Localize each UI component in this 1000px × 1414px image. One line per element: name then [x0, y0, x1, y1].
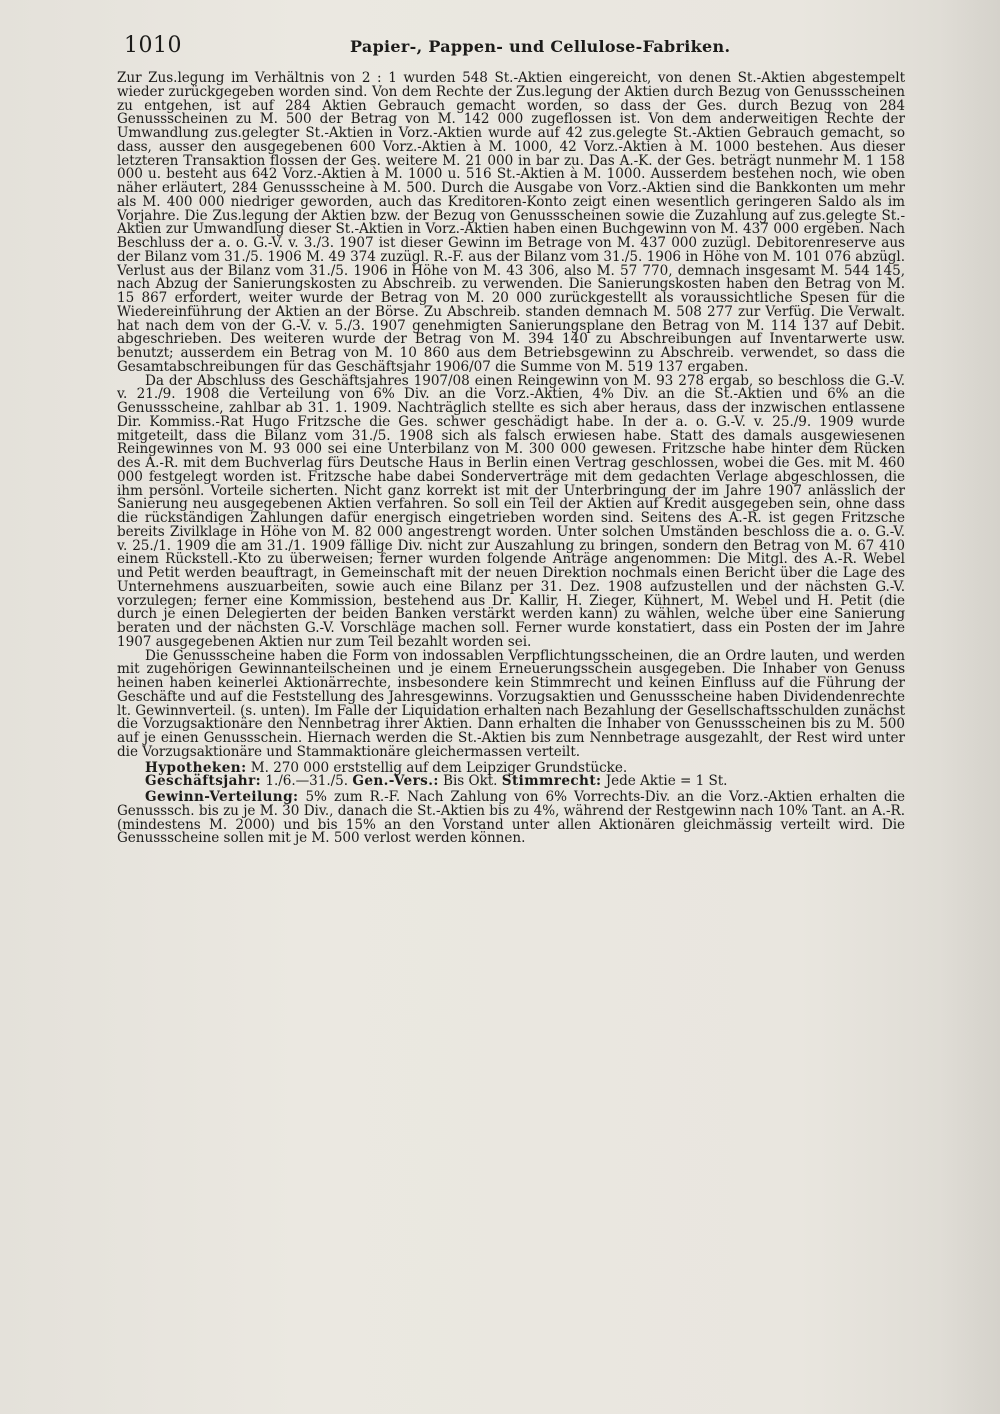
entry-value: Bis Okt. — [443, 773, 498, 790]
entry-geschaeftsjahr — [117, 775, 905, 789]
entry-label: Stimmrecht: — [501, 773, 602, 790]
body-text — [117, 72, 905, 846]
paragraph-capital-restructuring: Zur Zus.legung im Verhältnis von 2 : 1 wurden 548 St.-Aktien eingereicht, von denen St.-Aktien abgestempelt wieder zurückgegeben worden sind. Von dem Rechte der Zus.legung der Aktien durch Bezug von Genussscheinen zu entgehen, ist auf 284 Aktien Gebrauch gemacht worden, so dass der Ges. durch Bezug von 284 Genussscheinen zu M. 500 der Betrag von M. 142 000 zugeflossen ist. Von dem anderweitigen Rechte der Umwandlung zus.gelegter St.-Aktien in Vorz.-Aktien wurde auf 42 zus.gelegte St.-Aktien Gebrauch gemacht, so dass, ausser den ausgegebenen 600 Vorz.-Aktien à M. 1000, 42 Vorz.-Aktien à M. 1000 bestehen. Aus dieser letzteren Transaktion flossen der Ges. weitere M. 21 000 in bar zu. Das A.-K. der Ges. beträgt nunmehr M. 1 158 000 u. besteht aus 642 Vorz.-Aktien à M. 1000 u. 516 St.-Aktien à M. 1000. Ausserdem bestehen noch, wie oben näher erläutert, 284 Genussscheine à M. 500. Durch die Ausgabe von Vorz.-Aktien sind die Bankkonten um mehr als M. 400 000 niedriger geworden, auch das Kreditoren-Konto zeigt einen wesentlich geringeren Saldo als im Vorjahre. Die Zus.legung der Aktien bzw. der Bezug von Genussscheinen sowie die Zuzahlung auf zus.gelegte St.-Aktien zur Umwandlung dieser St.-Aktien in Vorz.-Aktien haben einen Buchgewinn von M. 437 000 ergeben. Nach Beschluss der a. o. G.-V. v. 3./3. 1907 ist dieser Gewinn im Betrage von M. 437 000 zuzügl. Debitorenreserve aus der Bilanz vom 31./5. 1906 M. 49 374 zuzügl. R.-F. aus der Bilanz vom 31./5. 1906 in Höhe von M. 101 076 abzügl. Verlust aus der Bilanz vom 31./5. 1906 in Höhe von M. 43 306, also M. 57 770, demnach insgesamt M. 544 145, nach Abzug der Sanierungskosten zu Abschreib. zu verwenden. Die Sanierungskosten haben den Betrag von M. 15 867 erfordert, weiter wurde der Betrag von M. 20 000 zurückgestellt als voraussichtliche Spesen für die Wiedereinführung der Aktien an der Börse. Zu Abschreib. standen demnach M. 508 277 zur Verfüg. Die Verwalt. hat nach dem von der G.-V. v. 5./3. 1907 genehmigten Sanierungsplane den Betrag von M. 114 137 auf Debit. abgeschrieben. Des weiteren wurde der Betrag von M. 394 140 zu Abschreibungen auf Inventarwerte usw. benutzt; ausserdem ein Betrag von M. 10 860 aus dem Betriebsgewinn zu Abschreib. verwendet, so dass die Gesamtabschreibungen für das Geschäftsjahr 1906/07 die Summe von M. 519 137 ergaben. — [117, 70, 905, 375]
entry-value: M. 270 000 erststellig auf dem Leipziger Grundstücke. — [250, 759, 628, 776]
page-edge-shadow — [940, 0, 1000, 1414]
paragraph-genussscheine: Die Genussscheine haben die Form von indossablen Verpflichtungsscheinen, die an Ordre lauten, und werden mit zugehörigen Gewinnanteilscheinen und je einem Erneuerungsschein ausgegeben. Die Inhaber von Genuss heinen haben keinerlei Aktionärrechte, insbesondere kein Stimmrecht und keinen Einfluss auf die Führung der Geschäfte und auf die Feststellung des Jahresgewinns. Vorzugsaktien und Genussscheine haben Dividendenrechte lt. Gewinnverteil. (s. unten). Im Falle der Liquidation erhalten nach Bezahlung der Gesellschaftsschulden zunächst die Vorzugsaktionäre den Nennbetrag ihrer Aktien. Dann erhalten die Inhaber von Genussscheinen bis zu M. 500 auf je einen Genussschein. Hiernach werden die St.-Aktien bis zum Nennbetrage ausgezahlt, der Rest wird unter die Vorzugsaktionäre und Stammaktionäre gleichermassen verteilt. — [117, 647, 905, 760]
entry-label: Gen.-Vers.: — [352, 773, 439, 790]
entry-gewinn-verteilung — [117, 791, 905, 846]
paragraph-balance-dispute: Da der Abschluss des Geschäftsjahres 1907/08 einen Reingewinn von M. 93 278 ergab, so beschloss die G.-V. v. 21./9. 1908 die Verteilung von 6% Div. an die Vorz.-Aktien, 4% Div. an die St.-Aktien und 6% an die Genussscheine, zahlbar ab 31. 1. 1909. Nachträglich stellte es sich aber heraus, dass der inzwischen entlassene Dir. Kommiss.-Rat Hugo Fritzsche die Ges. schwer geschädigt habe. In der a. o. G.-V. v. 25./9. 1909 wurde mitgeteilt, dass die Bilanz vom 31./5. 1908 sich als falsch erwiesen habe. Statt des damals ausgewiesenen Reingewinnes von M. 93 000 sei eine Unterbilanz von M. 300 000 gewesen. Fritzsche habe hinter dem Rücken des A.-R. mit dem Buchverlag fürs Deutsche Haus in Berlin einen Vertrag geschlossen, wobei die Ges. mit M. 460 000 festgelegt worden ist. Fritzsche habe dabei Sonderverträge mit dem gedachten Verlage abgeschlossen, die ihm persönl. Vorteile sicherten. Nicht ganz korrekt ist mit der Unterbringung der im Jahre 1907 anlässlich der Sanierung neu ausgegebenen Aktien verfahren. So soll ein Teil der Aktien auf Kredit ausgegeben sein, ohne dass die rückständigen Zahlungen dafür energisch eingetrieben worden sind. Seitens des A.-R. ist gegen Fritzsche bereits Zivilklage in Höhe von M. 82 000 angestrengt worden. Unter solchen Umständen beschloss die a. o. G.-V. v. 25./1. 1909 die am 31./1. 1909 fällige Div. nicht zur Auszahlung zu bringen, sondern den Betrag von M. 67 410 einem Rückstell.-Kto zu überweisen; ferner wurden folgende Anträge angenommen: Die Mitgl. des A.-R. Webel und Petit werden beauftragt, in Gemeinschaft mit der neuen Direktion nochmals einen Bericht über die Lage des Unternehmens auszuarbeiten, sowie auch eine Bilanz per 31. Dez. 1908 aufzustellen und der nächsten G.-V. vorzulegen; ferner eine Kommission, bestehend aus Dr. Kallir, H. Zieger, Kühnert, M. Webel und H. Petit (die durch je einen Delegierten der beiden Banken verstärkt werden kann) zu wählen, welche über eine Sanierung beraten und der nächsten G.-V. Vorschläge machen soll. Ferner wurde konstatiert, dass ein Posten der im Jahre 1907 ausgegebenen Aktien nur zum Teil bezahlt worden sei. — [117, 372, 905, 650]
running-title: Papier-, Pappen- und Cellulose-Fabriken. — [350, 37, 731, 56]
entry-value: 5% zum R.-F. Nach Zahlung von 6% Vorrechts-Div. an die Vorz.-Aktien erhalten die Genusssch. bis zu je M. 30 Div., danach die St.-Aktien bis zu 4%, während der Restgewinn nach 10% Tant. an A.-R. (mindestens M. 2000) und bis 15% an den Vorstand unter allen Aktionären gleichmässig verteilt wird. Die Genussscheine sollen mit je M. 500 verlost werden können. — [117, 789, 905, 847]
entry-value: Jede Aktie = 1 St. — [605, 773, 728, 790]
entry-label: Geschäftsjahr: — [145, 773, 262, 790]
entry-label: Gewinn-Verteilung: — [145, 789, 299, 805]
page-header — [120, 33, 980, 63]
page-number: 1010 — [124, 33, 182, 58]
entry-value: 1./6.—31./5. — [265, 773, 349, 790]
entry-label: Hypotheken: — [145, 759, 247, 776]
